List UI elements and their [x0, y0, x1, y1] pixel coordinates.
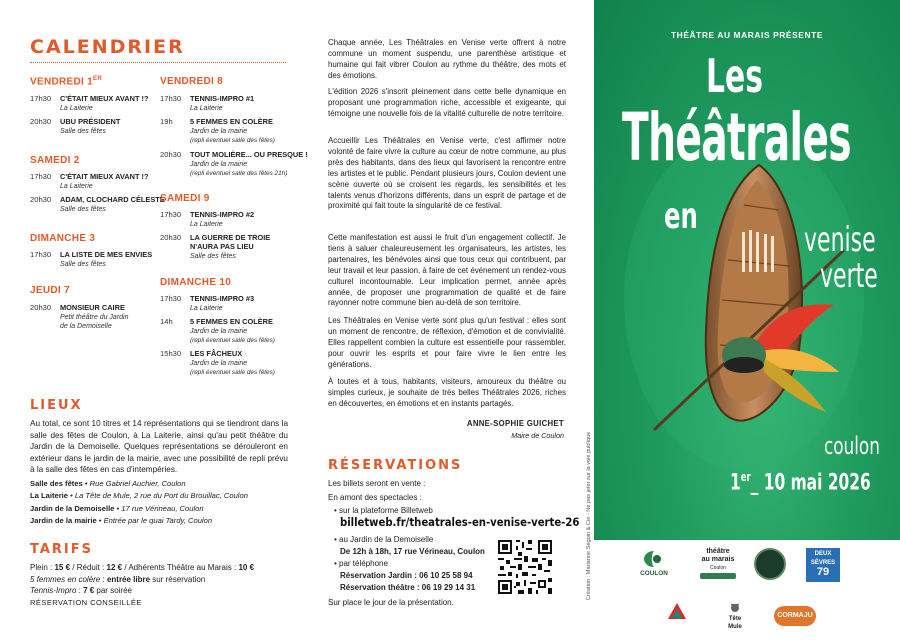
calendar-title: CALENDRIER: [30, 36, 185, 58]
cover-panel: [594, 0, 900, 642]
edito-paragraph: Cette manifestation est aussi le fruit d'un engagement collectif. Je tiens à saluer chaleureusement les organisateurs, les artistes, les partenaires, les bénévoles ainsi que tous ceux qui contribuent, par leur travail et leur passion, à faire de cet événement un rendez-vous culturel incontournable. Leur implication permet, année après année, de proposer une programmation de qualité et de faire rayonner notre commune bien au-delà de son territoire.: [328, 233, 566, 308]
day-heading: SAMEDI 9: [160, 193, 210, 204]
reservations-line: De 12h à 18h, 17 rue Vérineau, Coulon: [340, 547, 485, 556]
tarif-line: RÉSERVATION CONSEILLÉE: [30, 597, 142, 607]
place-item: Jardin de la mairie • Entrée par le quai Tardy, Coulon: [30, 516, 213, 526]
qr-code[interactable]: [496, 538, 554, 596]
day-heading: DIMANCHE 10: [160, 277, 232, 288]
tarifs-block: [30, 562, 292, 608]
day-heading: VENDREDI 8: [160, 76, 224, 87]
signature-role: Maire de Coulon: [511, 431, 564, 440]
reservations-line: • au Jardin de la Demoiselle: [334, 535, 434, 544]
cover-dates: 1er_ 10 mai 2026: [730, 470, 871, 496]
logo-deux-sevres: DEUX SÈVRES 79: [806, 548, 840, 582]
emblem-logo: [754, 548, 786, 580]
title-en: en: [664, 196, 698, 237]
partner-logos: [594, 540, 900, 642]
logo-bank: [664, 602, 690, 622]
tarifs-title: TARIFS: [30, 542, 94, 557]
design-credit: Création : Marianne Séguin & Cie - Ne pas jeter sur la voie publique: [586, 431, 592, 600]
lieux-title: LIEUX: [30, 398, 83, 413]
reservations-title: RÉSERVATIONS: [328, 458, 463, 473]
calendar-divider: [30, 62, 286, 63]
title-verte: verte: [820, 256, 878, 296]
reservations-line: • par téléphone: [334, 559, 388, 568]
tarif-line: Plein : 15 € / Réduit : 12 € / Adhérents Théâtre au Marais : 10 €: [30, 563, 255, 572]
reservations-line: Sur place le jour de la présentation.: [328, 598, 454, 607]
reservations-line: • sur la plateforme Billetweb: [334, 506, 433, 515]
day-heading: JEUDI 7: [30, 285, 70, 296]
place-item: La Laiterie • La Tête de Mule, 2 rue du Port du Brouillac, Coulon: [30, 491, 248, 501]
day-heading: DIMANCHE 3: [30, 233, 96, 244]
coulon-logo-icon: [643, 550, 665, 568]
mule-icon: [725, 598, 745, 612]
place-item: Salle des fêtes • Rue Gabriel Auchier, Coulon: [30, 479, 186, 488]
title-venise: venise: [804, 220, 876, 260]
title-les: Les: [706, 49, 763, 103]
logo-theatre-au-marais: théâtre au marais Coulon: [694, 548, 742, 579]
lieux-text: Au total, ce sont 10 titres et 14 représentations qui se tiendront dans la salle des fêtes de Coulon, à La Laiterie, ainsi qu'au petit théâtre du Jardin de la Demoiselle. Quelques représentations se dérouleront en extérieur dans le jardin de la mairie, avec une possibilité de repli prévu à la salle des fêtes en cas d'intempéries.: [30, 419, 288, 475]
phone-jardin: Réservation Jardin : 06 10 25 58 94: [340, 571, 473, 580]
bank-logo-icon: [667, 602, 687, 620]
reservations-line: Les billets seront en vente :: [328, 479, 426, 488]
edito-paragraph: Chaque année, Les Théâtrales en Venise verte offrent à notre commune un moment suspendu, une parenthèse artistique et humaine qui fait vibrer Coulon au rythme du théâtre, des mots et des émotions.: [328, 38, 566, 80]
reservations-line: En amont des spectacles :: [328, 493, 422, 502]
tarif-line: Tennis-Impro : 7 € par soirée: [30, 586, 132, 596]
edito-column: [298, 0, 594, 642]
calendar-column: CALENDRIER VENDREDI 1ER 17h30 C'ÉTAIT MIEUX AVANT !? La Laiterie 20h30 UBU PRÉSIDENT Salle des fêtes SAMEDI 2 17h30 C'ÉTAIT MIEUX AVANT !? La Laiterie 20h30 ADAM, CLOCHARD CÉLESTE Salle des fêtes DIMANCHE 3 17h30 LA LISTE DE MES ENVIES Salle des fêtes JEUDI 7 20h30 MONSIEUR CAIRE Petit théâtre du Jardin de la Demoiselle VENDREDI 8 17h30 TENNIS-IMPRO #1 La Laiterie 19h 5 FEMMES EN COLÈRE Jardin de la mairie (repli éventuel salle des fêtes) 20h30 TOUT MOLIÈRE... OU PRESQUE ! Jardin de la mairie (repli éventuel salle des fêtes 21h) SAMEDI 9 17h30 TENNIS-IMPRO #2 La Laiterie 20h30 LA GUERRE DE TROIE N'AURA PAS LIEU Salle des fêtes DIMANCHE 10 17h30 TENNIS-IMPRO #3 La Laiterie 14h 5 FEMMES EN COLÈRE Jardin de la mairie (repli éventuel salle des fêtes) 15h30 LES FÂCHEUX Jardin de la mairie (repli éventuel salle des fêtes) LIEUX Au total, ce sont 10 titres et 14 représentations qui se tiendront dans la salle des fêtes de Coulon, à La Laiterie, ainsi qu'au petit théâtre du Jardin de la Demoiselle. Quelques représentations se dérouleront en extérieur dans le jardin de la mairie, avec une possibilité de repli prévu à la salle des fêtes en cas d'intempéries. Salle des fêtes • Rue Gabriel Auchier, Coulon La Laiterie • La Tête de Mule, 2 rue du Port du Brouillac, Coulon Jardin de la Demoiselle • 17 rue Vérineau, Coulon Jardin de la mairie • Entrée par le quai Tardy, Coulon TARIFS Plein : 15 € / Réduit : 12 € / Adhérents Théâtre au Marais : 10 € 5 femmes en colère : entrée libre sur réservation Tennis-Impro : 7 € par soirée RÉSERVATION CONSEILLÉE: [30, 36, 308, 607]
title-theatrales: Théâtrales: [622, 99, 851, 176]
logo-coulon: COULON: [634, 550, 674, 577]
day-heading: VENDREDI 1ER: [30, 76, 102, 88]
phone-theatre: Réservation théâtre : 06 19 29 14 31: [340, 583, 476, 592]
logo-tete-de-mule: Tête Mule: [720, 598, 750, 631]
signature-name: ANNE-SOPHIE GUICHET: [466, 419, 564, 428]
place-item: Jardin de la Demoiselle • 17 rue Vérineau, Coulon: [30, 503, 204, 513]
tarif-line: 5 femmes en colère : entrée libre sur réservation: [30, 574, 206, 584]
edito-paragraph: Les Théâtrales en Venise verte sont plus qu'un festival : elles sont un moment de rencontre, de réflexion, d'émotion et de convivialité. Elles rappellent combien la culture est essentielle pour rassembler, pour ouvrir les esprits et pour faire vivre le lien entre les générations.: [328, 316, 566, 369]
day-heading: SAMEDI 2: [30, 155, 80, 166]
presenter-line: THÉÂTRE AU MARAIS PRÉSENTE: [670, 30, 824, 40]
logo-cormaju: CORMAJU: [774, 606, 816, 626]
cover-town: coulon: [824, 432, 880, 460]
edito-paragraph: Accueillir Les Théâtrales en Venise verte, c'est affirmer notre volonté de faire vivre la culture au cœur de notre commune, au plus près des habitants, dans des lieux qui favorisent la rencontre entre les artistes et le public. Pendant plusieurs jours, Coulon devient une scène ouverte où se croisent les regards, les sensibilités et les talents venus d'horizons différents, dans un esprit de partage et de proximité qui fait toute la singularité de ce festival.: [328, 136, 566, 211]
edito-paragraph: À toutes et à tous, habitants, visiteurs, amoureux du théâtre ou simples curieux, je souhaite de très belles Théâtrales 2026, riches en découvertes, en émotions et en instants partagés.: [328, 377, 566, 408]
billetweb-link[interactable]: billetweb.fr/theatrales-en-venise-verte-26: [340, 516, 580, 529]
edito-paragraph: L'édition 2026 s'inscrit pleinement dans cette belle dynamique en proposant une programmation riche, accessible et exigeante, qui témoigne une nouvelle fois de la vitalité culturelle de notre territoire.: [328, 87, 566, 118]
lieux-list: [30, 478, 292, 528]
